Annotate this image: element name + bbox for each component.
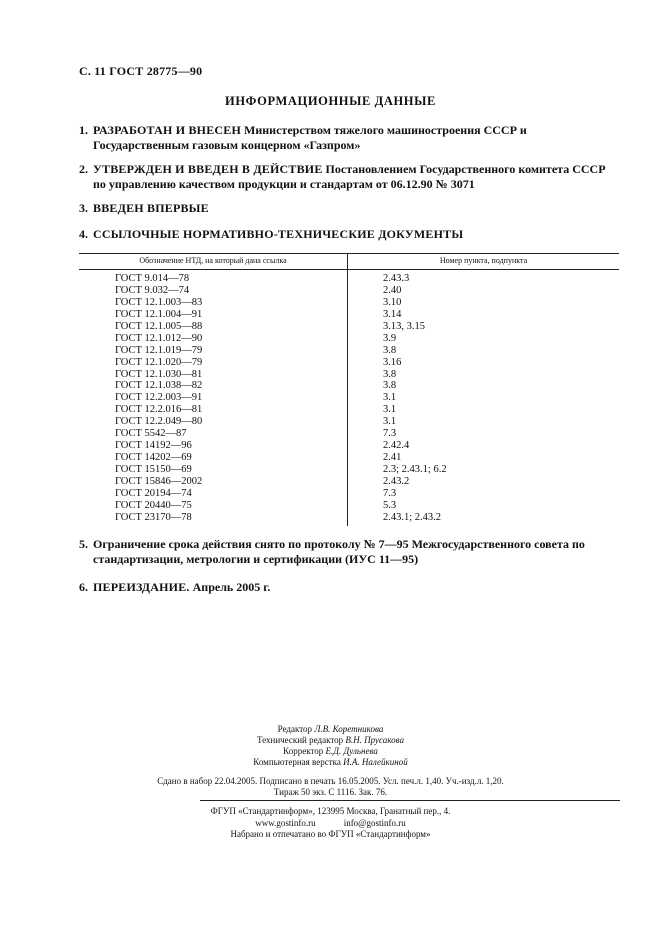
cell-document: ГОСТ 12.2.003—91 — [115, 392, 203, 404]
info-item-reference-documents — [79, 227, 619, 242]
publisher-address: ФГУП «Стандартинформ», 123995 Москва, Гранатный пер., 4. — [210, 806, 451, 816]
document-title: ИНФОРМАЦИОННЫЕ ДАННЫЕ — [225, 94, 436, 108]
page-header: С. 11 ГОСТ 28775—90 — [79, 64, 203, 78]
cell-clause: 7.3 — [383, 487, 397, 499]
table-row — [79, 297, 619, 309]
cell-clause: 3.8 — [383, 368, 397, 380]
table-row — [79, 357, 619, 369]
item-caption: РАЗРАБОТАН И ВНЕСЕН — [93, 123, 242, 137]
table-row — [79, 440, 619, 452]
cell-document: ГОСТ 12.1.020—79 — [115, 356, 203, 368]
cell-clause: 3.8 — [383, 380, 397, 392]
cell-clause: 3.10 — [383, 296, 402, 308]
info-item-validity-limit — [79, 537, 619, 566]
table-row — [79, 500, 619, 512]
cell-document: ГОСТ 14202—69 — [115, 452, 192, 464]
credit-role: Технический редактор — [256, 735, 346, 745]
item-caption: ССЫЛОЧНЫЕ НОРМАТИВНО-ТЕХНИЧЕСКИЕ ДОКУМЕНТЫ — [93, 227, 464, 241]
cell-document: ГОСТ 12.1.030—81 — [115, 368, 203, 380]
column-header-document: Обозначение НТД, на который дана ссылка — [139, 256, 287, 265]
item-text: Постановлением Государственного комитета СССР по управлению качеством продукции и стандартам от 06.12.90 № 3071 — [93, 162, 606, 191]
info-item-developed — [79, 123, 619, 152]
table-row — [79, 452, 619, 464]
table-row — [79, 285, 619, 297]
table-row — [79, 476, 619, 488]
table-row — [79, 273, 619, 285]
item-number: 5. — [79, 537, 88, 551]
publisher-contacts — [0, 818, 661, 830]
info-item-reissue — [79, 580, 619, 595]
item-number: 4. — [79, 227, 88, 241]
cell-document: ГОСТ 9.014—78 — [115, 273, 190, 284]
cell-document: ГОСТ 12.1.005—88 — [115, 320, 203, 332]
table-row — [79, 345, 619, 357]
credit-line — [0, 757, 661, 768]
cell-clause: 3.16 — [383, 356, 402, 368]
credit-name: В.Н. Прусакова — [345, 735, 405, 745]
cell-document: ГОСТ 5542—87 — [115, 428, 187, 440]
footer-divider — [200, 800, 620, 801]
table-row — [79, 321, 619, 333]
credit-role: Компьютерная верстка — [253, 757, 344, 767]
cell-clause: 3.1 — [383, 392, 397, 404]
publication-info — [0, 776, 661, 798]
info-item-first-introduced — [79, 201, 619, 216]
credit-role: Корректор — [283, 746, 326, 756]
credit-role: Редактор — [277, 724, 315, 734]
cell-document: ГОСТ 20194—74 — [115, 487, 192, 499]
credit-line — [0, 735, 661, 746]
item-number: 3. — [79, 201, 88, 215]
item-number: 1. — [79, 123, 88, 137]
cell-document: ГОСТ 12.2.049—80 — [115, 416, 203, 428]
cell-clause: 7.3 — [383, 428, 397, 440]
table-row — [79, 333, 619, 345]
info-item-approved — [79, 162, 619, 191]
publisher-footer — [0, 806, 661, 841]
credit-line — [0, 724, 661, 735]
table-top-rule — [79, 253, 619, 254]
table-row — [79, 369, 619, 381]
table-row — [79, 416, 619, 428]
item-caption: ВВЕДЕН ВПЕРВЫЕ — [93, 201, 209, 215]
credit-name: И.А. Налейкиной — [343, 757, 408, 767]
item-text: Ограничение срока действия снято по протоколу № 7—95 Межгосударственного совета по стандартизации, метрологии и сертификации (ИУС 11—95) — [93, 537, 585, 566]
item-number: 2. — [79, 162, 88, 176]
table-row — [79, 380, 619, 392]
editorial-credits — [0, 724, 661, 768]
table-body — [79, 273, 619, 524]
cell-document: ГОСТ 23170—78 — [115, 511, 192, 523]
reference-documents-table — [79, 253, 619, 526]
cell-clause: 2.40 — [383, 284, 402, 296]
cell-document: ГОСТ 12.1.012—90 — [115, 332, 203, 344]
cell-document: ГОСТ 14192—96 — [115, 440, 192, 452]
cell-clause: 3.13, 3.15 — [383, 320, 425, 332]
publication-line: Тираж 50 экз. С 1116. Зак. 76. — [273, 787, 388, 797]
credit-line — [0, 746, 661, 757]
printed-by: Набрано и отпечатано во ФГУП «Стандартинформ» — [230, 829, 431, 839]
table-header-rule — [79, 269, 619, 270]
item-text: Апрель 2005 г. — [189, 580, 271, 594]
cell-clause: 3.8 — [383, 344, 397, 356]
column-header-clause: Номер пункта, подпункта — [439, 256, 528, 265]
table-row — [79, 392, 619, 404]
credit-name: Л.В. Коретникова — [314, 724, 384, 734]
cell-document: ГОСТ 15150—69 — [115, 464, 192, 475]
cell-document: ГОСТ 12.2.016—81 — [115, 404, 203, 416]
cell-clause: 2.42.4 — [383, 440, 410, 452]
cell-clause: 5.3 — [383, 499, 397, 511]
cell-clause: 3.9 — [383, 332, 397, 344]
cell-document: ГОСТ 12.1.003—83 — [115, 296, 203, 308]
item-caption: УТВЕРЖДЕН И ВВЕДЕН В ДЕЙСТВИЕ — [93, 162, 323, 176]
cell-document: ГОСТ 20440—75 — [115, 499, 192, 511]
cell-clause: 2.43.1; 2.43.2 — [383, 511, 442, 523]
cell-document: ГОСТ 12.1.038—82 — [115, 380, 203, 392]
cell-clause: 2.3; 2.43.1; 6.2 — [383, 464, 447, 475]
cell-document: ГОСТ 15846—2002 — [115, 475, 203, 487]
cell-clause: 3.1 — [383, 416, 397, 428]
table-row — [79, 309, 619, 321]
cell-clause: 3.1 — [383, 404, 397, 416]
cell-clause: 2.43.2 — [383, 475, 410, 487]
table-row — [79, 428, 619, 440]
publisher-website: www.gostinfo.ru — [255, 817, 316, 828]
table-row — [79, 464, 619, 476]
cell-document: ГОСТ 12.1.004—91 — [115, 308, 203, 320]
cell-document: ГОСТ 12.1.019—79 — [115, 344, 203, 356]
cell-clause: 2.43.3 — [383, 273, 410, 284]
cell-clause: 3.14 — [383, 308, 402, 320]
item-text: Министерством тяжелого машиностроения СССР и Государственным газовым концерном «Газпром» — [93, 123, 527, 152]
table-row — [79, 512, 619, 524]
publication-line: Сдано в набор 22.04.2005. Подписано в печать 16.05.2005. Усл. печ.л. 1,40. Уч.-изд.л. 1,20. — [157, 776, 504, 786]
cell-clause: 2.41 — [383, 452, 402, 464]
table-row — [79, 404, 619, 416]
item-caption: ПЕРЕИЗДАНИЕ. — [93, 580, 190, 594]
table-row — [79, 488, 619, 500]
credit-name: Е.Д. Дульнева — [325, 746, 378, 756]
publisher-email: info@gostinfo.ru — [343, 817, 406, 828]
item-number: 6. — [79, 580, 88, 594]
cell-document: ГОСТ 9.032—74 — [115, 284, 190, 296]
